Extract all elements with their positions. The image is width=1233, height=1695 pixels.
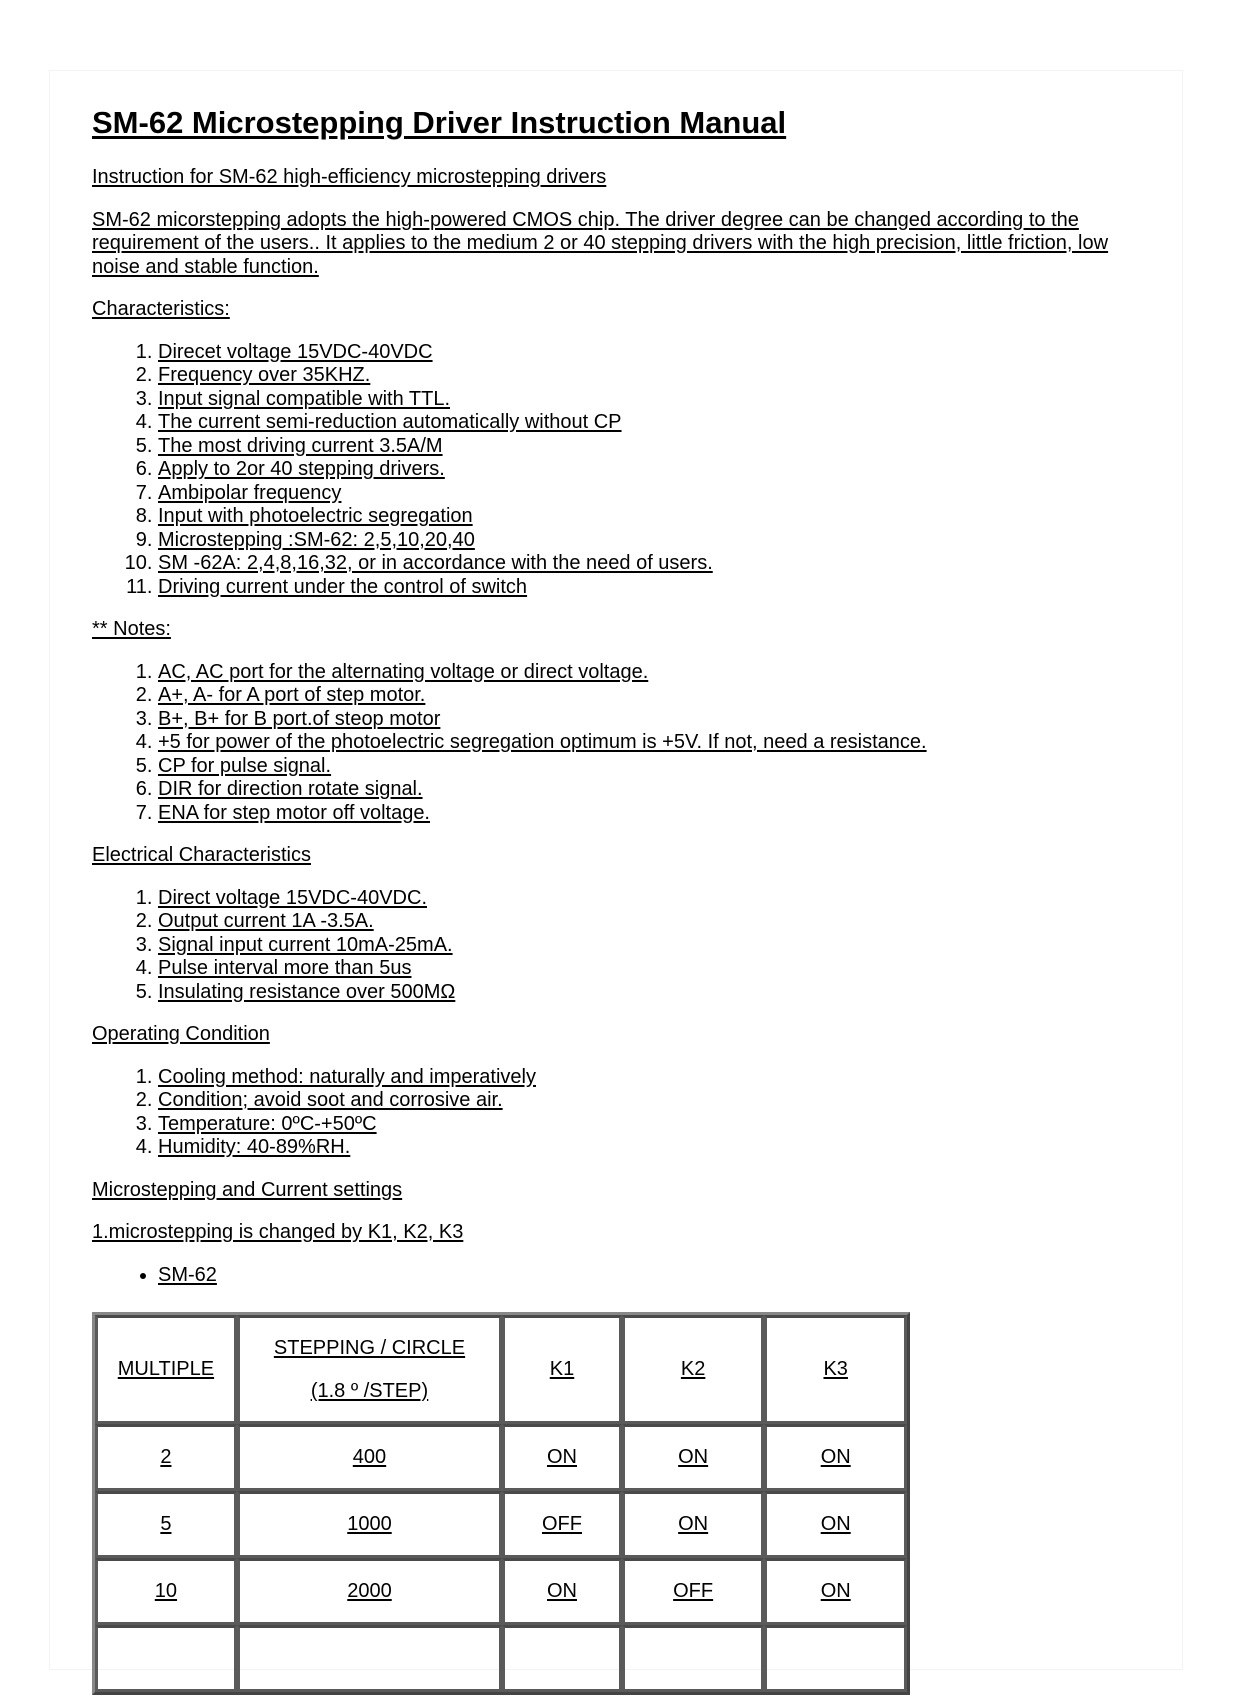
table-row	[95, 1625, 907, 1692]
document-subtitle: Instruction for SM-62 high-efficiency microstepping drivers	[92, 166, 607, 188]
page-title: SM-62 Microstepping Driver Instruction Manual	[92, 105, 787, 140]
cell-multiple: 10	[95, 1558, 237, 1625]
microstepping-table	[92, 1312, 910, 1695]
list-item: 6. DIR for direction rotate signal.	[158, 778, 1122, 802]
cell-k1: OFF	[502, 1491, 622, 1558]
list-item: 10. SM -62A: 2,4,8,16,32, or in accordance with the need of users.	[158, 552, 1122, 576]
list-item: 5. The most driving current 3.5A/M	[158, 435, 1122, 459]
list-item: 2. A+, A- for A port of step motor.	[158, 684, 1122, 708]
list-item: 3. Signal input current 10mA-25mA.	[158, 934, 1122, 958]
cell-k3	[764, 1625, 907, 1692]
notes-list	[92, 661, 1122, 826]
electrical-list	[92, 887, 1122, 1005]
list-item: 5. Insulating resistance over 500MΩ	[158, 981, 1122, 1005]
list-item: 1. Direcet voltage 15VDC-40VDC	[158, 341, 1122, 365]
cell-k1: ON	[502, 1558, 622, 1625]
list-item: 4. Pulse interval more than 5us	[158, 957, 1122, 981]
list-item: 6. Apply to 2or 40 stepping drivers.	[158, 458, 1122, 482]
characteristics-heading: Characteristics:	[92, 298, 230, 320]
list-item: 11. Driving current under the control of switch	[158, 576, 1122, 600]
model-bullet-list	[92, 1264, 1122, 1288]
microstepping-heading: Microstepping and Current settings	[92, 1178, 403, 1201]
list-item: • SM-62	[158, 1264, 1122, 1288]
cell-stepping: 400	[237, 1424, 502, 1491]
list-item: 1. AC, AC port for the alternating voltage or direct voltage.	[158, 661, 1122, 685]
cell-k1: ON	[502, 1424, 622, 1491]
cell-k1	[502, 1625, 622, 1692]
table-row	[95, 1424, 907, 1491]
intro-paragraph: SM-62 micorstepping adopts the high-powered CMOS chip. The driver degree can be changed according to the requirement of the users.. It applies to the medium 2 or 40 stepping drivers with the high precision, little friction, low noise and stable function.	[92, 208, 1109, 278]
cell-stepping	[237, 1625, 502, 1692]
cell-k3: ON	[764, 1491, 907, 1558]
cell-k2: ON	[622, 1491, 765, 1558]
cell-multiple	[95, 1625, 237, 1692]
cell-k2: OFF	[622, 1558, 765, 1625]
cell-k3: ON	[764, 1424, 907, 1491]
microstepping-subheading: 1.microstepping is changed by K1, K2, K3	[92, 1221, 464, 1243]
document-content	[92, 104, 1122, 1695]
list-item: 3. Temperature: 0ºC-+50ºC	[158, 1113, 1122, 1137]
header-k3: K3	[764, 1315, 907, 1424]
table-row	[95, 1558, 907, 1625]
list-item: 8. Input with photoelectric segregation	[158, 505, 1122, 529]
electrical-heading: Electrical Characteristics	[92, 844, 311, 866]
cell-k2: ON	[622, 1424, 765, 1491]
operating-list	[92, 1066, 1122, 1160]
list-item: 2. Output current 1A -3.5A.	[158, 910, 1122, 934]
cell-stepping: 2000	[237, 1558, 502, 1625]
list-item: 9. Microstepping :SM-62: 2,5,10,20,40	[158, 529, 1122, 553]
header-stepping-circle: STEPPING / CIRCLE (1.8 º /STEP)	[237, 1315, 502, 1424]
list-item: 2. Condition; avoid soot and corrosive air.	[158, 1089, 1122, 1113]
list-item: 1. Cooling method: naturally and imperatively	[158, 1066, 1122, 1090]
list-item: 2. Frequency over 35KHZ.	[158, 364, 1122, 388]
table-row	[95, 1491, 907, 1558]
list-item: 3. B+, B+ for B port.of steop motor	[158, 708, 1122, 732]
list-item: 1. Direct voltage 15VDC-40VDC.	[158, 887, 1122, 911]
header-k2: K2	[622, 1315, 765, 1424]
list-item: 7. Ambipolar frequency	[158, 482, 1122, 506]
cell-stepping: 1000	[237, 1491, 502, 1558]
notes-heading: ** Notes:	[92, 618, 171, 640]
cell-k3: ON	[764, 1558, 907, 1625]
cell-k2	[622, 1625, 765, 1692]
table-header-row	[95, 1315, 907, 1424]
cell-multiple: 5	[95, 1491, 237, 1558]
list-item: 4. +5 for power of the photoelectric segregation optimum is +5V. If not, need a resistance.	[158, 731, 1122, 755]
list-item: 5. CP for pulse signal.	[158, 755, 1122, 779]
list-item: 4. Humidity: 40-89%RH.	[158, 1136, 1122, 1160]
list-item: 4. The current semi-reduction automatically without CP	[158, 411, 1122, 435]
operating-heading: Operating Condition	[92, 1023, 270, 1045]
header-multiple: MULTIPLE	[95, 1315, 237, 1424]
header-k1: K1	[502, 1315, 622, 1424]
list-item: 7. ENA for step motor off voltage.	[158, 802, 1122, 826]
list-item: 3. Input signal compatible with TTL.	[158, 388, 1122, 412]
cell-multiple: 2	[95, 1424, 237, 1491]
characteristics-list	[92, 341, 1122, 600]
